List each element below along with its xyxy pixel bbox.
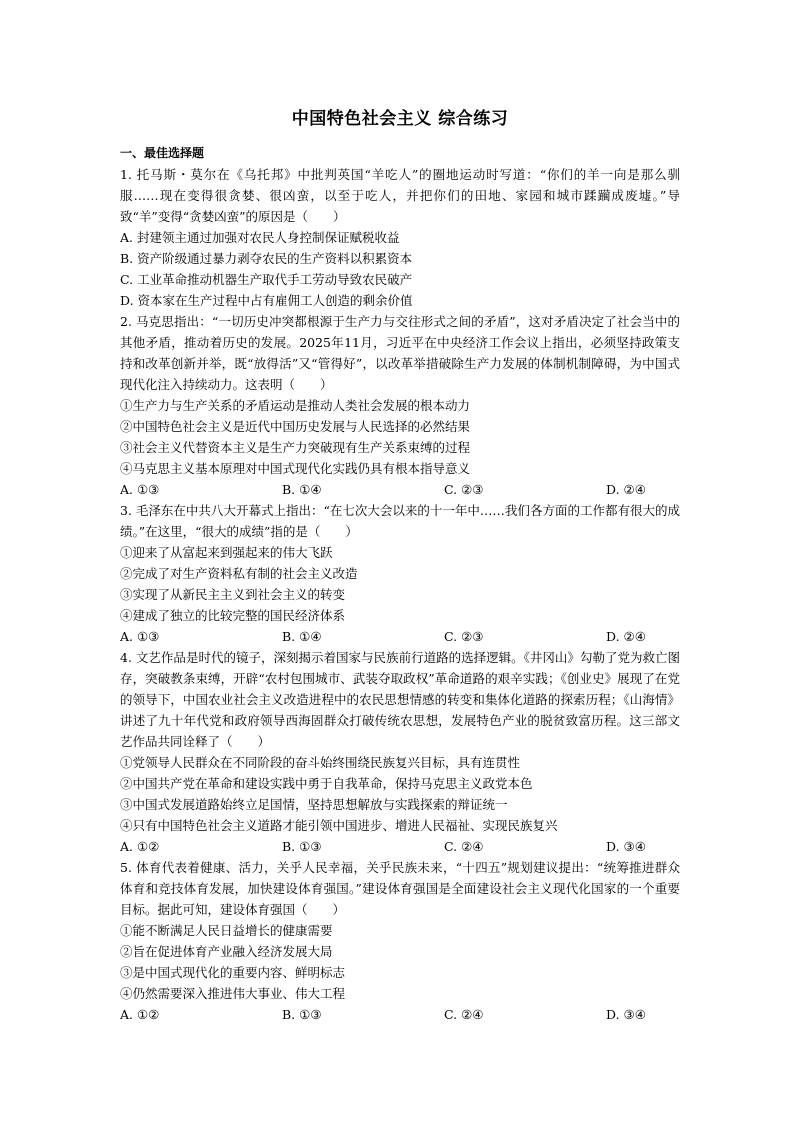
question-stem: 2. 马克思指出：“一切历史冲突都根源于生产力与交往形式之间的矛盾”，这对矛盾决定了社会当中的其他矛盾，推动着历史的发展。2025年11月，习近平在中央经济工作会议上指出，必须坚持政策支持和改革创新并举，既“放得活”又“管得好”，以改革举措破除生产力发展的体制机制障碍，为中国式现代化注入持续动力。这表明（ ） — [120, 314, 680, 392]
answer-option: A. 封建领主通过加强对农民人身控制保证赋税收益 — [120, 230, 400, 245]
document-page — [120, 104, 680, 1025]
choice-b: B. ①④ — [282, 629, 322, 644]
statement-option: ④马克思主义基本原理对中国式现代化实践仍具有根本指导意义 — [120, 461, 471, 476]
answer-choices — [120, 1004, 680, 1025]
answer-choices — [120, 836, 680, 857]
answer-option: D. 资本家在生产过程中占有雇佣工人创造的剩余价值 — [120, 293, 413, 308]
choice-c: C. ②④ — [444, 839, 484, 854]
choice-a: A. ①③ — [120, 629, 160, 644]
choice-a: A. ①② — [120, 839, 160, 854]
statement-option: ②旨在促进体育产业融入经济发展大局 — [120, 944, 333, 959]
statement-option: ④建成了独立的比较完整的国民经济体系 — [120, 608, 346, 623]
statement-option: ①能不断满足人民日益增长的健康需要 — [120, 923, 333, 938]
choice-a: A. ①③ — [120, 482, 160, 497]
question-stem: 5. 体育代表着健康、活力，关乎人民幸福，关乎民族未来，“十四五”规划建议提出：“统筹推进群众体育和竞技体育发展，加快建设体育强国。”建设体育强国是全面建设社会主义现代化国家的一个重要目标。据此可知，建设体育强国（ ） — [120, 860, 680, 917]
statement-option: ③实现了从新民主主义到社会主义的转变 — [120, 587, 346, 602]
choice-d: D. ②④ — [606, 482, 646, 497]
choice-b: B. ①③ — [282, 839, 322, 854]
question-1 — [120, 164, 680, 311]
choice-b: B. ①④ — [282, 482, 322, 497]
statement-option: ④仍然需要深入推进伟大事业、伟大工程 — [120, 986, 346, 1001]
statement-option: ②中国共产党在革命和建设实践中勇于自我革命，保持马克思主义政党本色 — [120, 776, 533, 791]
answer-option: C. 工业革命推动机器生产取代手工劳动导致农民破产 — [120, 272, 413, 287]
answer-choices — [120, 479, 680, 500]
question-2 — [120, 311, 680, 500]
choice-b: B. ①③ — [282, 1007, 322, 1022]
statement-option: ①党领导人民群众在不同阶段的奋斗始终围绕民族复兴目标，具有连贯性 — [120, 755, 521, 770]
question-stem: 3. 毛泽东在中共八大开幕式上指出：“在七次大会以来的十一年中……我们各方面的工作都有很大的成绩。”在这里，“很大的成绩”指的是（ ） — [120, 503, 680, 539]
statement-option: ④只有中国特色社会主义道路才能引领中国进步、增进人民福祉、实现民族复兴 — [120, 818, 558, 833]
statement-option: ①生产力与生产关系的矛盾运动是推动人类社会发展的根本动力 — [120, 398, 471, 413]
page-title: 中国特色社会主义 综合练习 — [291, 109, 509, 129]
choice-d: D. ③④ — [606, 839, 646, 854]
question-3 — [120, 500, 680, 647]
choice-c: C. ②③ — [444, 482, 484, 497]
answer-choices — [120, 626, 680, 647]
statement-option: ③社会主义代替资本主义是生产力突破现有生产关系束缚的过程 — [120, 440, 471, 455]
choice-c: C. ②③ — [444, 629, 484, 644]
statement-option: ③是中国式现代化的重要内容、鲜明标志 — [120, 965, 346, 980]
question-5 — [120, 857, 680, 1025]
answer-option: B. 资产阶级通过暴力剥夺农民的生产资料以积累资本 — [120, 251, 413, 266]
choice-c: C. ②④ — [444, 1007, 484, 1022]
question-stem: 1. 托马斯・莫尔在《乌托邦》中批判英国“羊吃人”的圈地运动时写道：“你们的羊一向是那么驯服……现在变得很贪婪、很凶蛮，以至于吃人，并把你们的田地、家园和城市蹂躏成废墟。”导致“羊”变得“贪婪凶蛮”的原因是（ ） — [120, 167, 680, 224]
statement-option: ②中国特色社会主义是近代中国历史发展与人民选择的必然结果 — [120, 419, 471, 434]
choice-d: D. ②④ — [606, 629, 646, 644]
section-heading: 一、最佳选择题 — [120, 146, 205, 160]
question-stem: 4. 文艺作品是时代的镜子，深刻揭示着国家与民族前行道路的选择逻辑。《井冈山》勾勒了党为救亡图存，突破教条束缚，开辟“农村包围城市、武装夺取政权”革命道路的艰辛实践；《创业史》展现了在党的领导下，中国农业社会主义改造进程中的农民思想情感的转变和集体化道路的探索历程；《山海情》讲述了九十年代党和政府领导西海固群众打破传统农思想，发展特色产业的脱贫致富历程。这三部文艺作品共同诠释了（ ） — [120, 650, 680, 749]
statement-option: ①迎来了从富起来到强起来的伟大飞跃 — [120, 545, 333, 560]
choice-a: A. ①② — [120, 1007, 160, 1022]
choice-d: D. ③④ — [606, 1007, 646, 1022]
statement-option: ②完成了对生产资料私有制的社会主义改造 — [120, 566, 358, 581]
statement-option: ③中国式发展道路始终立足国情，坚持思想解放与实践探索的辩证统一 — [120, 797, 508, 812]
question-4 — [120, 647, 680, 857]
